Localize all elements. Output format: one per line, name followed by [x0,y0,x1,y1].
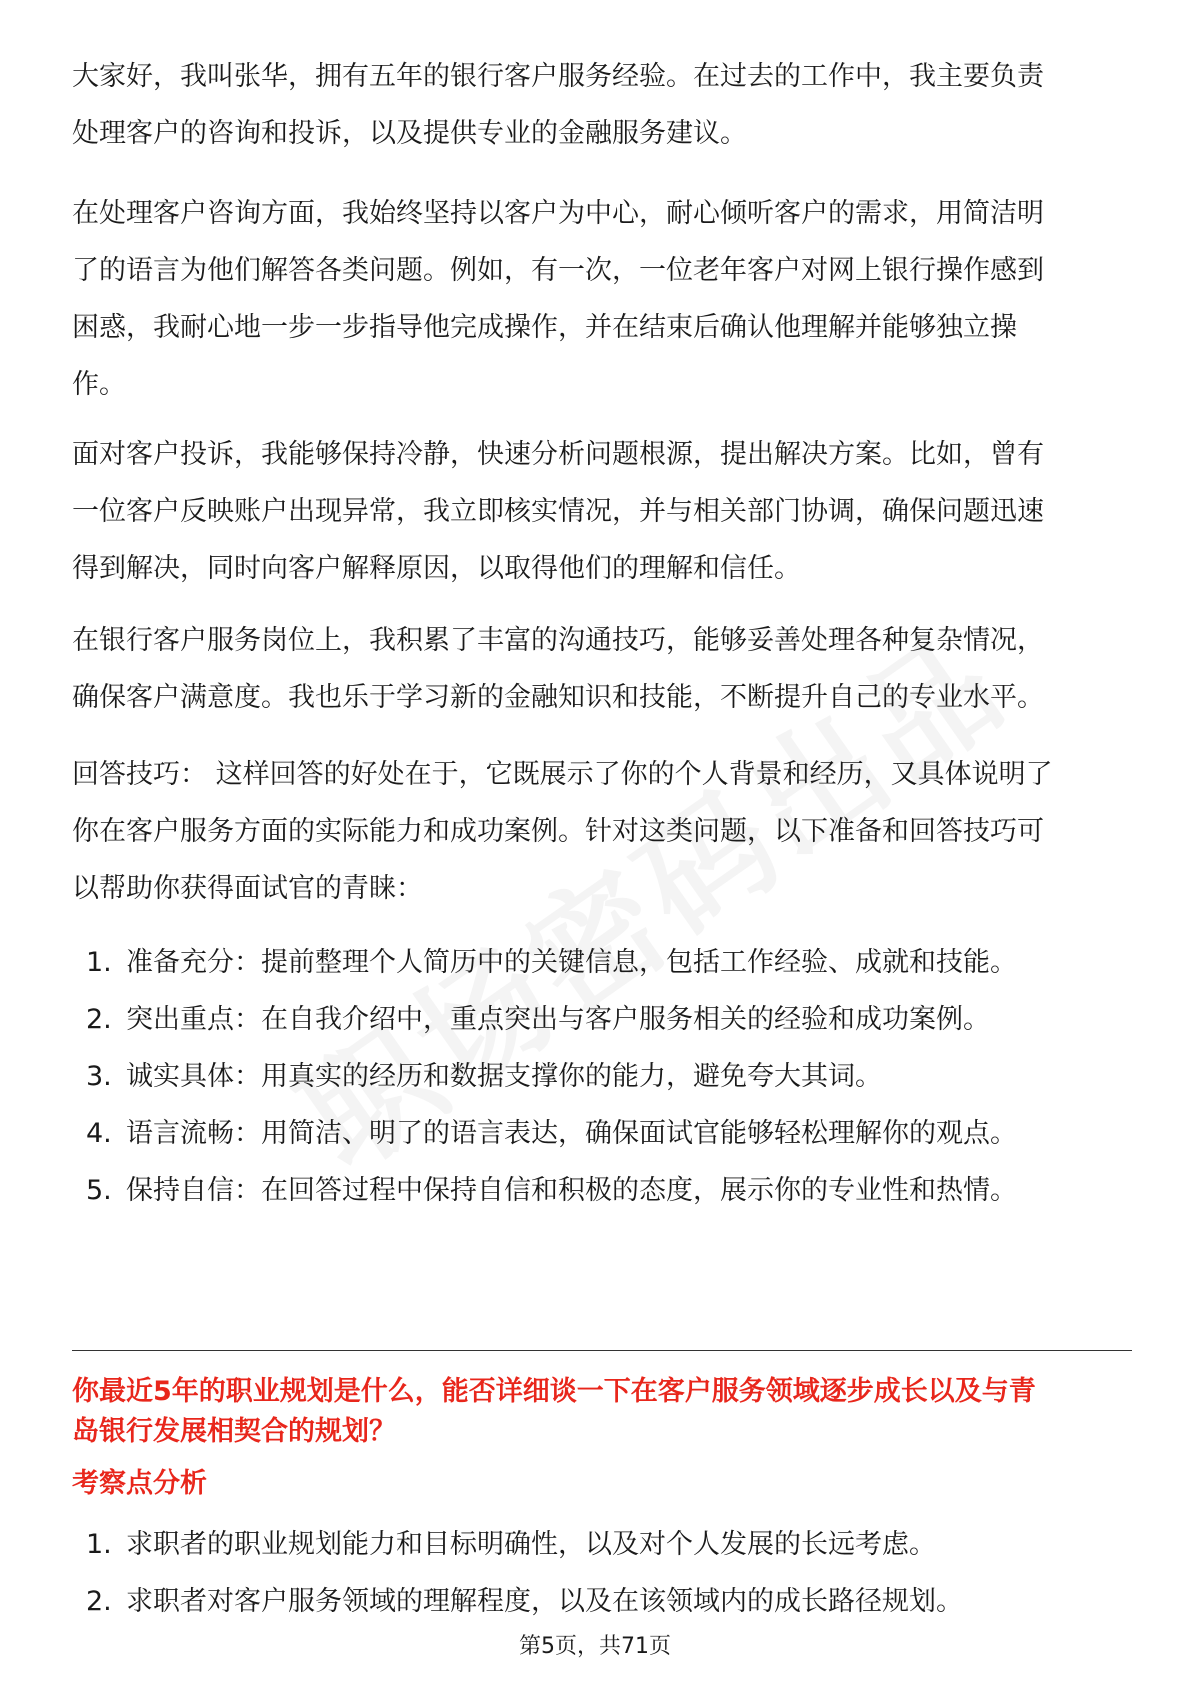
text-line: 你在客户服务方面的实际能力和成功案例。针对这类问题，以下准备和回答技巧可 [72,816,1044,847]
text-line: 处理客户的咨询和投诉，以及提供专业的金融服务建议。 [72,118,747,149]
text-line: 在处理客户咨询方面，我始终坚持以客户为中心，耐心倾听客户的需求，用简洁明 [72,198,1044,229]
page-footer: 第5页，共71页 [519,1634,671,1659]
text-line: 作。 [72,369,126,400]
text-line: 以帮助你获得面试官的青睐： [72,873,423,904]
paragraph-answer-tips [72,746,1132,917]
text-line: 得到解决，同时向客户解释原因，以取得他们的理解和信任。 [72,553,801,584]
list-number: 5. [86,1175,112,1206]
text-line: 大家好，我叫张华，拥有五年的银行客户服务经验。在过去的工作中，我主要负责 [72,61,1044,92]
list-number: 4. [86,1118,112,1149]
text-line: 确保客户满意度。我也乐于学习新的金融知识和技能，不断提升自己的专业水平。 [72,682,1044,713]
list-item [72,1105,1132,1162]
question-line: 岛银行发展相契合的规划？ [72,1416,396,1447]
paragraph-complaints [72,426,1132,597]
section-divider [72,1350,1132,1351]
list-number: 1. [86,947,112,978]
paragraph-skills [72,612,1132,726]
list-text: 突出重点：在自我介绍中，重点突出与客户服务相关的经验和成功案例。 [126,1004,990,1035]
text-line: 回答技巧： 这样回答的好处在于，它既展示了你的个人背景和经历，又具体说明了 [72,759,1053,790]
text-line: 困惑，我耐心地一步一步指导他完成操作，并在结束后确认他理解并能够独立操 [72,312,1017,343]
tips-list [72,934,1132,1219]
list-item [72,1162,1132,1219]
text-line: 了的语言为他们解答各类问题。例如，有一次，一位老年客户对网上银行操作感到 [72,255,1044,286]
list-text: 保持自信：在回答过程中保持自信和积极的态度，展示你的专业性和热情。 [126,1175,1017,1206]
text-line: 在银行客户服务岗位上，我积累了丰富的沟通技巧，能够妥善处理各种复杂情况， [72,625,1044,656]
list-text: 诚实具体：用真实的经历和数据支撑你的能力，避免夸大其词。 [126,1061,882,1092]
text-line: 一位客户反映账户出现异常，我立即核实情况，并与相关部门协调，确保问题迅速 [72,496,1044,527]
text-line: 面对客户投诉，我能够保持冷静，快速分析问题根源，提出解决方案。比如，曾有 [72,439,1044,470]
list-item [72,991,1132,1048]
analysis-list [72,1516,1132,1630]
list-number: 2. [86,1004,112,1035]
list-item [72,934,1132,991]
analysis-heading: 考察点分析 [72,1468,207,1499]
list-text: 语言流畅：用简洁、明了的语言表达，确保面试官能够轻松理解你的观点。 [126,1118,1017,1149]
list-number: 1. [86,1529,112,1560]
list-text: 求职者对客户服务领域的理解程度，以及在该领域内的成长路径规划。 [126,1586,963,1617]
list-number: 3. [86,1061,112,1092]
list-text: 准备充分：提前整理个人简历中的关键信息，包括工作经验、成就和技能。 [126,947,1017,978]
interview-question [72,1372,1132,1452]
list-text: 求职者的职业规划能力和目标明确性，以及对个人发展的长远考虑。 [126,1529,936,1560]
question-line: 你最近5年的职业规划是什么，能否详细谈一下在客户服务领域逐步成长以及与青 [72,1376,1036,1407]
paragraph-intro [72,48,1132,162]
list-item [72,1048,1132,1105]
list-item [72,1516,1132,1573]
list-item [72,1573,1132,1630]
paragraph-inquiries [72,185,1132,413]
list-number: 2. [86,1586,112,1617]
